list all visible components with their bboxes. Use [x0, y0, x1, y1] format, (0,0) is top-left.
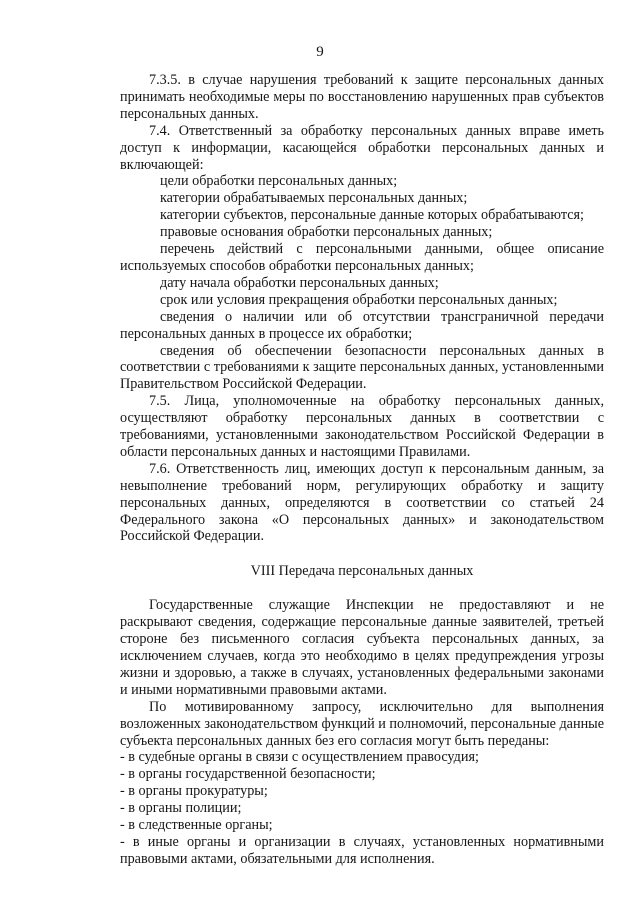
- section-paragraph: По мотивированному запросу, исключительно для выполнения возложенных законодательством функций и полномочий, персональные данные субъекта персональных данных без его согласия могут быть переданы:: [120, 698, 604, 749]
- list-item: сведения о наличии или об отсутствии трансграничной передачи персональных данных в процессе их обработки;: [120, 308, 604, 342]
- clause-7-3-5: 7.3.5. в случае нарушения требований к защите персональных данных принимать необходимые меры по восстановлению нарушенных прав субъектов персональных данных.: [120, 72, 604, 122]
- list-item: - в органы полиции;: [120, 800, 242, 817]
- section-heading: VIII Передача персональных данных: [250, 563, 474, 580]
- list-item: дату начала обработки персональных данных;: [160, 274, 439, 291]
- section-paragraph: Государственные служащие Инспекции не предоставляют и не раскрывают сведения, содержащие персональные данные заявителей, третьей стороне без письменного согласия субъекта персональных данных, за исключением случаев, когда это необходимо в целях предупреждения угрозы жизни и здоровью, а также в случаях, установленных федеральными законами и иными нормативными правовыми актами.: [120, 597, 604, 698]
- clause-7-6: 7.6. Ответственность лиц, имеющих доступ к персональным данным, за невыполнение требований норм, регулирующих обработку и защиту персональных данных, определяются в соответствии со статьей 24 Федерального закона «О персональных данных» и законодательством Российской Федерации.: [120, 460, 604, 545]
- list-item: цели обработки персональных данных;: [160, 173, 398, 190]
- list-item: сведения об обеспечении безопасности персональных данных в соответствии с требованиями к защите персональных данных, установленными Правительством Российской Федерации.: [120, 342, 604, 393]
- list-item: категории обрабатываемых персональных данных;: [160, 190, 468, 207]
- list-item: - в иные органы и организации в случаях, установленных нормативными правовыми актами, обязательными для исполнения.: [120, 833, 604, 867]
- list-item: - в судебные органы в связи с осуществлением правосудия;: [120, 749, 479, 766]
- list-item: - в органы прокуратуры;: [120, 783, 268, 800]
- clause-7-5: 7.5. Лица, уполномоченные на обработку персональных данных, осуществляют обработку персональных данных в соответствии с требованиями, установленными законодательством Российской Федерации в области персональных данных и настоящими Правилами.: [120, 393, 604, 460]
- document-body: [120, 72, 604, 868]
- list-item: перечень действий с персональными данными, общее описание используемых способов обработки персональных данных;: [120, 241, 604, 274]
- clause-7-4: 7.4. Ответственный за обработку персональных данных вправе иметь доступ к информации, касающейся обработки персональных данных и включающей:: [120, 122, 604, 173]
- list-item: - в следственные органы;: [120, 817, 273, 834]
- page-number: 9: [316, 44, 324, 60]
- list-item: - в органы государственной безопасности;: [120, 766, 376, 783]
- transfer-list: [120, 749, 604, 867]
- list-item: правовые основания обработки персональных данных;: [160, 224, 493, 241]
- list-item: категории субъектов, персональные данные которых обрабатываются;: [160, 207, 584, 224]
- list-item: срок или условия прекращения обработки персональных данных;: [160, 291, 558, 308]
